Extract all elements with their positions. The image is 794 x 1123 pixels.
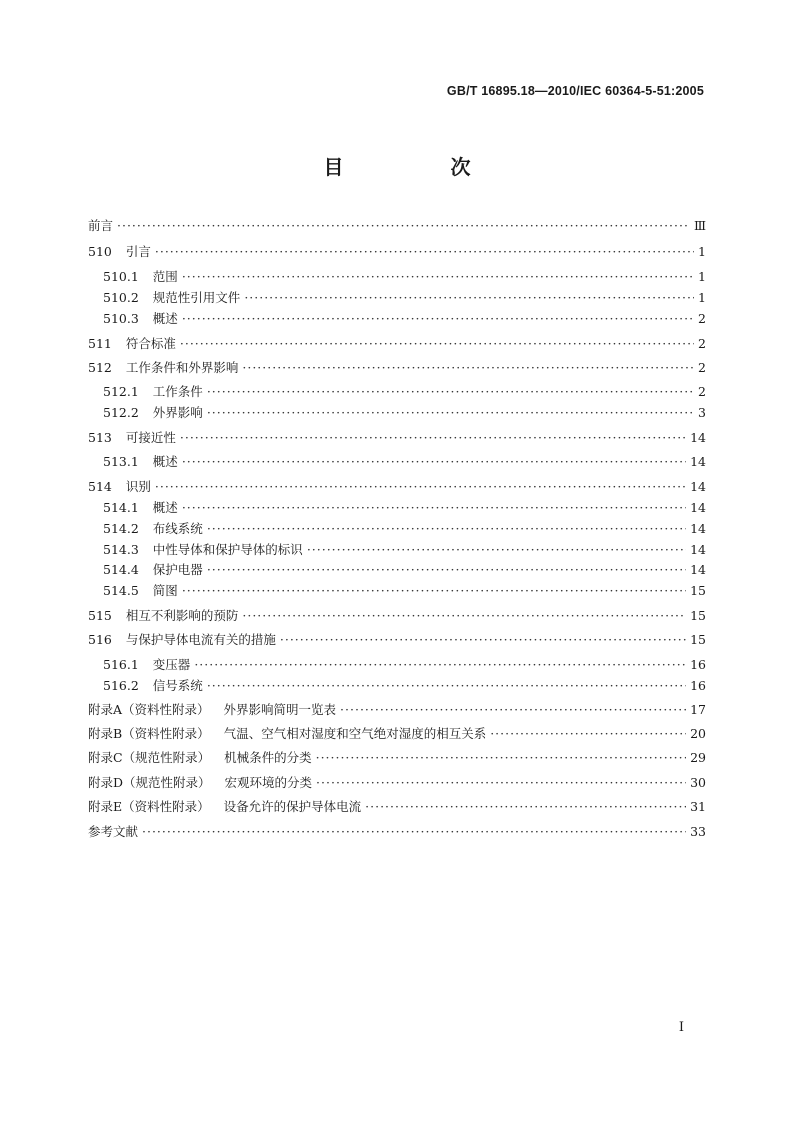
toc-entry-number: 附录A（资料性附录） [88,702,210,717]
toc-entry[interactable] [88,451,706,471]
toc-entry-title: 外界影响简明一览表 [223,702,337,717]
toc-entry-title: 工作条件和外界影响 [125,360,239,375]
toc-entry-page: 33 [690,823,706,839]
toc-entry-number: 514.2 [103,521,139,536]
toc-entry-page: 14 [690,453,706,469]
toc-entry-title: 设备允许的保护导体电流 [223,799,362,814]
page-title: 目 次 [323,155,521,179]
toc-dot-leader [207,562,686,577]
toc-entry[interactable] [88,427,706,447]
toc-dot-leader [182,269,694,284]
toc-entry[interactable] [88,215,706,235]
toc-entry-number: 513.1 [103,454,139,469]
standard-code-header: GB/T 16895.18—2010/IEC 60364-5-51:2005 [446,84,704,98]
toc-entry[interactable] [88,605,706,625]
toc-entry-page: 30 [690,774,706,790]
toc-entry-label [88,358,242,376]
toc-entry-number: 514.4 [103,562,139,577]
toc-dot-leader [307,542,686,557]
toc-entry-page: 14 [690,499,706,515]
toc-entry-page: 1 [698,268,706,284]
toc-entry[interactable] [88,287,706,307]
toc-entry[interactable] [88,821,706,841]
toc-entry-title: 符合标准 [125,336,176,351]
toc-dot-leader [244,290,694,305]
toc-dot-leader [207,521,686,536]
toc-entry-page: 16 [690,656,706,672]
toc-entry-title: 中性导体和保护导体的标识 [152,542,303,557]
toc-entry-label [103,498,182,516]
toc-entry-page: 14 [690,520,706,536]
toc-entry-label [88,242,155,260]
toc-entry-title: 信号系统 [152,678,203,693]
toc-entry[interactable] [88,333,706,353]
toc-entry-number: 512.2 [103,405,139,420]
toc-dot-leader [180,336,694,351]
toc-entry-title: 概述 [152,454,178,469]
toc-entry-page: 14 [690,478,706,494]
toc-entry-title: 引言 [125,244,151,259]
toc-entry-label [103,452,182,470]
toc-entry-page: 2 [698,359,706,375]
toc-dot-leader [182,311,694,326]
toc-entry-page: 14 [690,541,706,557]
toc-entry-page: 20 [690,725,706,741]
toc-entry-number: 510.1 [103,269,139,284]
toc-entry-page: 29 [690,749,706,765]
toc-dot-leader [207,405,694,420]
toc-entry[interactable] [88,699,706,719]
toc-entry-label [103,560,207,578]
toc-entry[interactable] [88,654,706,674]
toc-entry-number: 510 [88,244,112,259]
toc-dot-leader [117,218,690,233]
toc-entry-title: 气温、空气相对湿度和空气绝对湿度的相互关系 [223,726,487,741]
toc-dot-leader [182,454,686,469]
toc-dot-leader [207,384,694,399]
toc-entry-number: 510.2 [103,290,139,305]
toc-entry[interactable] [88,796,706,816]
toc-entry-label [103,403,207,421]
toc-entry-number: 512 [88,360,112,375]
toc-entry[interactable] [88,772,706,792]
toc-dot-leader [316,775,686,790]
toc-entry-title: 工作条件 [152,384,203,399]
toc-dot-leader [242,360,694,375]
toc-entry-page: 16 [690,677,706,693]
toc-entry-title: 与保护导体电流有关的措施 [125,632,276,647]
toc-entry-label [88,822,142,840]
toc-entry-page: 31 [690,798,706,814]
toc-entry-label [103,655,194,673]
toc-entry-label [103,382,207,400]
toc-entry[interactable] [88,518,706,538]
toc-entry-label [88,773,316,791]
toc-entry-number: 512.1 [103,384,139,399]
toc-entry[interactable] [88,308,706,328]
toc-entry[interactable] [88,357,706,377]
toc-entry-number: 附录D（规范性附录） [88,775,211,790]
toc-entry-page: 14 [690,429,706,445]
toc-entry-number: 511 [88,336,112,351]
toc-dot-leader [155,244,694,259]
toc-entry-page: 2 [698,310,706,326]
toc-dot-leader [365,799,686,814]
toc-dot-leader [242,608,686,623]
toc-entry-number: 514.3 [103,542,139,557]
toc-entry[interactable] [88,402,706,422]
toc-entry[interactable] [88,497,706,517]
toc-entry-title: 概述 [152,500,178,515]
toc-entry-title: 简图 [152,583,178,598]
toc-entry-label [88,724,490,742]
toc-entry-title: 保护电器 [152,562,203,577]
toc-entry[interactable] [88,629,706,649]
toc-entry-title: 识别 [125,479,151,494]
toc-entry-number: 附录B（资料性附录） [88,726,210,741]
toc-entry-title: 外界影响 [152,405,203,420]
toc-entry[interactable] [88,723,706,743]
toc-entry[interactable] [88,539,706,559]
toc-entry-number: 513 [88,430,112,445]
toc-entry-page: 1 [698,243,706,259]
toc-entry-label [88,606,242,624]
toc-entry-label [103,309,182,327]
toc-dot-leader [340,702,686,717]
toc-dot-leader [316,750,687,765]
toc-entry-label [88,428,180,446]
toc-entry-page: 17 [690,701,706,717]
toc-entry[interactable] [88,381,706,401]
toc-entry-title: 规范性引用文件 [152,290,241,305]
toc-entry-page: 14 [690,561,706,577]
toc-entry-label [103,676,207,694]
toc-entry-number: 前言 [88,218,114,233]
toc-dot-leader [155,479,686,494]
toc-entry-page: 2 [698,383,706,399]
toc-entry-number: 516.1 [103,657,139,672]
toc-entry-label [103,519,207,537]
toc-entry-label [88,700,340,718]
toc-dot-leader [182,583,686,598]
toc-entry-number: 515 [88,608,112,623]
toc-entry[interactable] [88,747,706,767]
toc-entry-label [88,216,117,234]
toc-entry-title: 宏观环境的分类 [224,775,313,790]
toc-entry-label [88,748,316,766]
toc-entry-label [88,477,155,495]
toc-entry-page: 1 [698,289,706,305]
toc-entry[interactable] [88,241,706,261]
toc-dot-leader [194,657,686,672]
toc-entry-number: 510.3 [103,311,139,326]
toc-entry[interactable] [88,675,706,695]
toc-entry-title: 变压器 [152,657,191,672]
toc-entry-label [88,334,180,352]
toc-entry[interactable] [88,559,706,579]
toc-entry-number: 514 [88,479,112,494]
toc-entry-number: 516 [88,632,112,647]
toc-entry-number: 参考文献 [88,824,139,839]
toc-entry-title: 机械条件的分类 [224,750,312,765]
toc-entry-title: 布线系统 [152,521,203,536]
toc-entry-label [103,288,244,306]
toc-entry-page: 2 [698,335,706,351]
toc-entry-title: 概述 [152,311,178,326]
toc-entry-page: 15 [690,631,706,647]
toc-entry-number: 514.1 [103,500,139,515]
toc-dot-leader [490,726,686,741]
toc-entry-number: 附录C（规范性附录） [88,750,211,765]
toc-entry[interactable] [88,476,706,496]
toc-entry-label [103,267,182,285]
toc-entry-label [103,540,307,558]
toc-entry-label [103,581,182,599]
toc-entry[interactable] [88,580,706,600]
toc-entry-number: 516.2 [103,678,139,693]
toc-entry-number: 514.5 [103,583,139,598]
toc-entry-label [88,630,280,648]
toc-entry-label [88,797,365,815]
toc-entry-title: 可接近性 [125,430,176,445]
toc-entry-title: 范围 [152,269,178,284]
toc-entry-title: 相互不利影响的预防 [125,608,239,623]
toc-dot-leader [182,500,686,515]
page-number: I [678,1020,684,1035]
toc-entry-page: 3 [698,404,706,420]
toc-dot-leader [280,632,686,647]
toc-entry-page: 15 [690,582,706,598]
toc-dot-leader [142,824,686,839]
toc-entry-page: Ⅲ [693,217,706,233]
toc-entry[interactable] [88,266,706,286]
toc-dot-leader [180,430,686,445]
toc-entry-page: 15 [690,607,706,623]
toc-dot-leader [207,678,686,693]
toc-entry-number: 附录E（资料性附录） [88,799,210,814]
